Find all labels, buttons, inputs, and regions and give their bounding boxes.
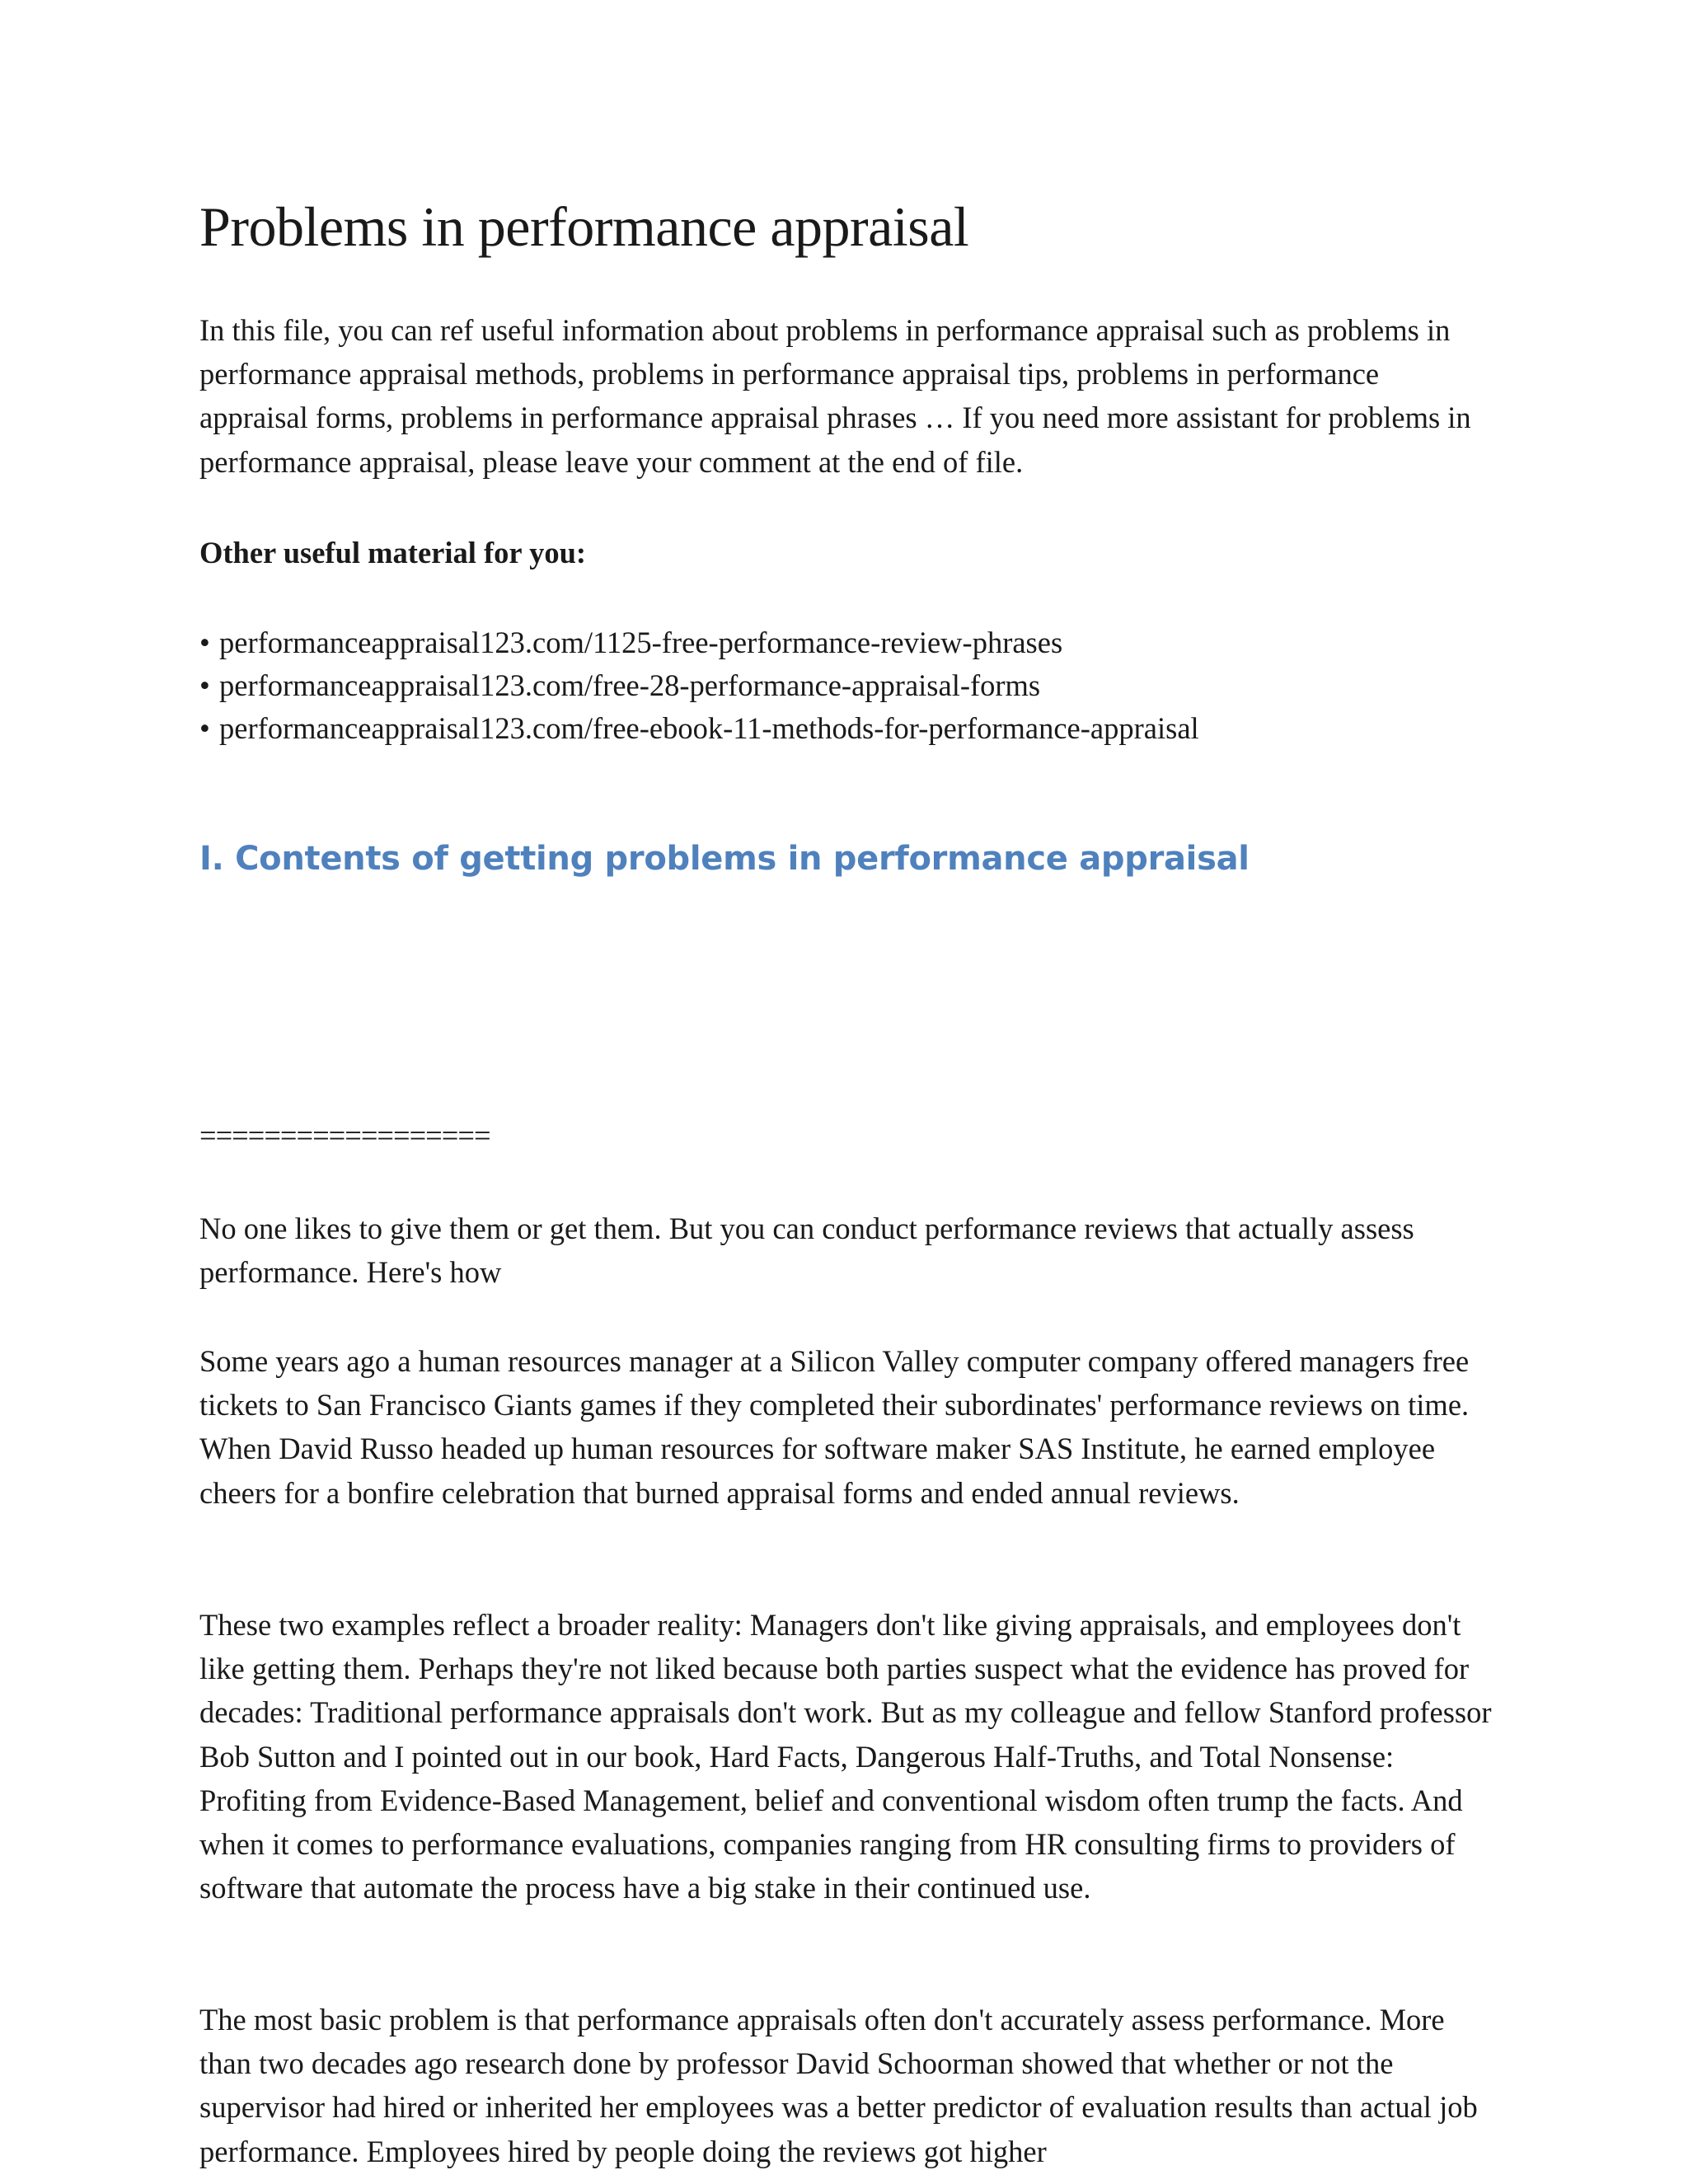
material-link-list [199,621,1199,750]
list-item [199,621,1199,664]
other-material-heading: Other useful material for you: [199,536,587,569]
bullet-icon: • [199,711,210,745]
bullet-icon: • [199,626,210,659]
material-link-1[interactable]: performanceappraisal123.com/1125-free-performance-review-phrases [219,626,1063,659]
section-heading: I. Contents of getting problems in performance appraisal [199,840,1250,878]
list-item [199,664,1199,707]
body-paragraph-2: Some years ago a human resources manager at a Silicon Valley computer company offered managers free tickets to San Francisco Giants games if they completed their subordinates' performance reviews on time. When David Russo headed up human resources for software maker SAS Institute, he earned employee cheers for a bonfire celebration that burned appraisal forms and ended annual reviews. [199,1344,1470,1510]
body-paragraph-3: These two examples reflect a broader reality: Managers don't like giving appraisals, and employees don't like getting them. Perhaps they're not liked because both parties suspect what the evidence has proved for decades: Traditional performance appraisals don't work. But as my colleague and fellow Stanford professor Bob Sutton and I pointed out in our book, Hard Facts, Dangerous Half-Truths, and Total Nonsense: Profiting from Evidence-Based Management, belief and conventional wisdom often trump the facts. And when it comes to performance evaluations, companies ranging from HR consulting firms to providers of software that automate the process have a big stake in their continued use. [199,1608,1492,1905]
bullet-icon: • [199,668,210,702]
intro-paragraph: In this file, you can ref useful information about problems in performance appraisal such as problems in performance appraisal methods, problems in performance appraisal tips, problems in performance appraisal forms, problems in performance appraisal phrases … If you need more assistant for problems in performance appraisal, please leave your comment at the end of file. [199,313,1471,479]
divider-line: ================== [199,1118,490,1152]
document-page [199,190,1493,2168]
body-paragraph-4: The most basic problem is that performance appraisals often don't accurately assess performance. More than two decades ago research done by professor David Schoorman showed that whether or not the supervisor had hired or inherited her employees was a better predictor of evaluation results than actual job performance. Employees hired by people doing the reviews got higher [199,2003,1478,2168]
list-item [199,707,1199,750]
body-paragraph-1: No one likes to give them or get them. But you can conduct performance reviews that actually assess performance. Here's how [199,1212,1414,1290]
material-link-2[interactable]: performanceappraisal123.com/free-28-performance-appraisal-forms [219,668,1041,702]
document-title: Problems in performance appraisal [199,195,969,258]
material-link-3[interactable]: performanceappraisal123.com/free-ebook-11-methods-for-performance-appraisal [219,711,1199,745]
